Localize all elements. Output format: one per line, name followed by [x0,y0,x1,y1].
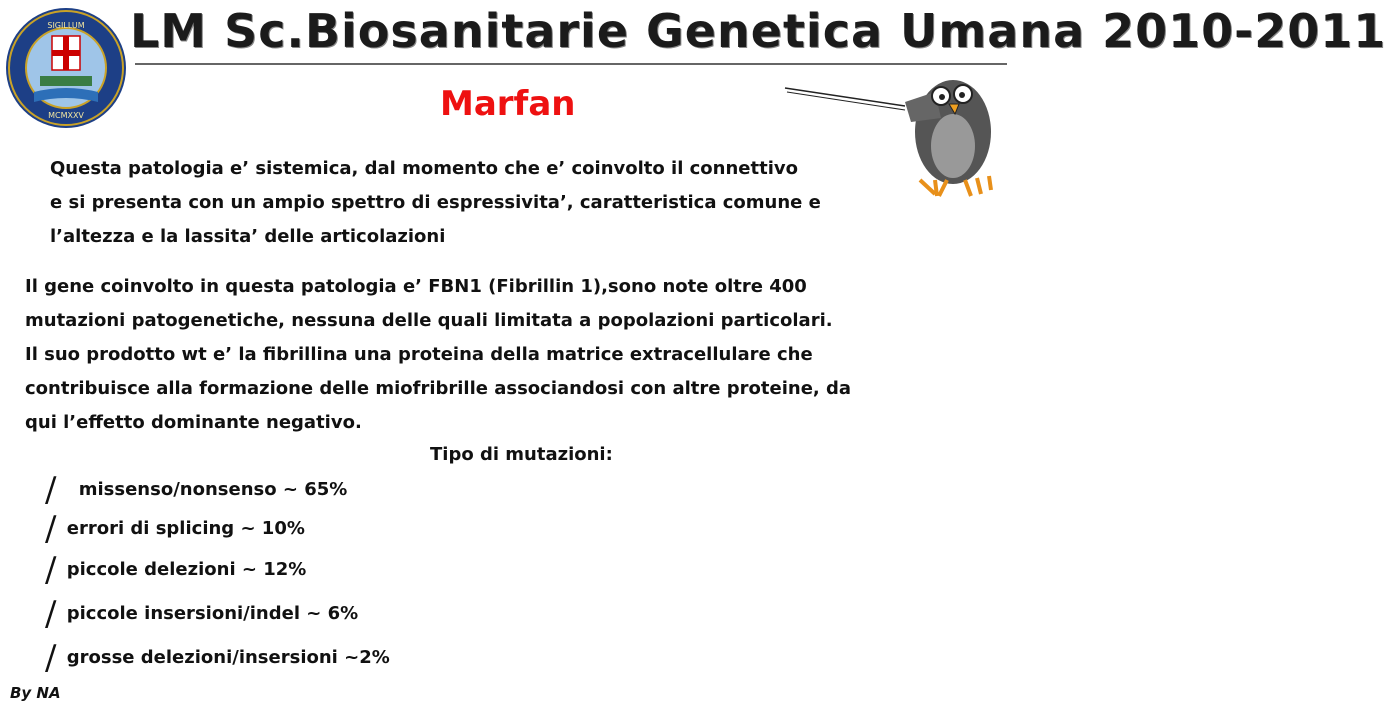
gene-line: Il gene coinvolto in questa patologia e’ FBN1 (Fibrillin 1),sono note oltre 400 [25,276,807,297]
slash-bullet-icon: / [45,594,57,634]
university-seal-logo [4,6,128,130]
intro-line: Questa patologia e’ sistemica, dal momento che e’ coinvolto il connettivo [50,158,798,179]
slash-bullet-icon: / [45,638,57,678]
svg-text:MCMXXV: MCMXXV [48,111,84,120]
mutation-item [45,594,358,634]
mutation-label: grosse delezioni/insersioni ~2% [66,647,390,668]
header-title: LM Sc.Biosanitarie Genetica Umana 2010-2011 [130,4,1386,58]
gene-line: Il suo prodotto wt e’ la fibrillina una proteina della matrice extracellulare che [25,344,813,365]
slide-title: Marfan [440,84,576,124]
mutation-item [45,470,347,510]
mutation-item [45,550,306,590]
footer-author: By NA [10,684,61,702]
svg-text:SIGILLUM: SIGILLUM [47,21,85,30]
gene-line: qui l’effetto dominante negativo. [25,412,362,433]
intro-paragraph [50,152,821,254]
slash-bullet-icon: / [45,509,57,549]
slash-bullet-icon: / [45,470,57,510]
intro-line: e si presenta con un ampio spettro di espressivita’, caratteristica comune e [50,192,821,213]
slash-bullet-icon: / [45,550,57,590]
mutation-item [45,638,390,678]
gene-line: mutazioni patogenetiche, nessuna delle quali limitata a popolazioni particolari. [25,310,833,331]
intro-line: l’altezza e la lassita’ delle articolazioni [50,226,446,247]
mutation-label: errori di splicing ~ 10% [66,518,305,539]
mutation-label: piccole delezioni ~ 12% [66,559,307,580]
mutation-label: missenso/nonsenso ~ 65% [78,479,348,500]
mutations-heading: Tipo di mutazioni: [430,444,613,465]
gene-line: contribuisce alla formazione delle miofribrille associandosi con altre proteine, da [25,378,852,399]
gene-paragraph [25,270,851,440]
mutation-item [45,509,305,549]
mutation-label: piccole insersioni/indel ~ 6% [66,603,359,624]
